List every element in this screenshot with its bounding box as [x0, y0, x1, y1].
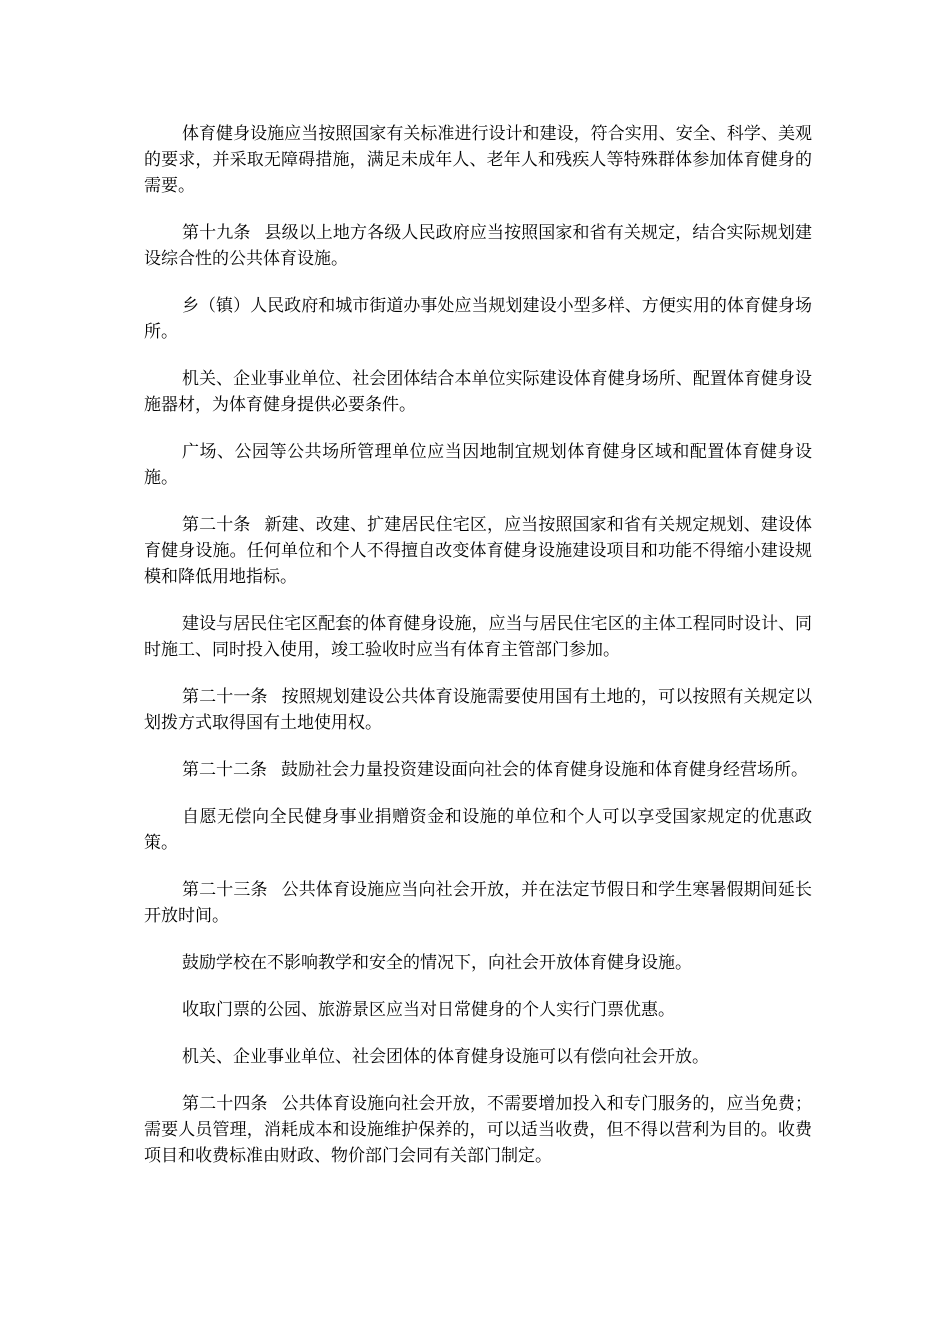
article-22	[144, 757, 812, 783]
article-number: 第二十四条	[182, 1094, 268, 1114]
paragraph-3	[144, 293, 812, 345]
paragraph-text: 公共体育设施向社会开放，不需要增加投入和专门服务的，应当免费；需要人员管理，消耗成本和设施维护保养的，可以适当收费，但不得以营利为目的。收费项目和收费标准由财政、物价部门会同有关部门制定。	[144, 1094, 813, 1166]
article-20	[144, 512, 812, 590]
article-24	[144, 1091, 812, 1169]
paragraph-text: 公共体育设施应当向社会开放，并在法定节假日和学生寒暑假期间延长开放时间。	[144, 880, 813, 926]
paragraph-text: 建设与居民住宅区配套的体育健身设施，应当与居民住宅区的主体工程同时设计、同时施工、同时投入使用，竣工验收时应当有体育主管部门参加。	[144, 614, 812, 660]
paragraph-13	[144, 997, 812, 1023]
paragraph-1	[144, 121, 812, 199]
paragraph-12	[144, 950, 812, 976]
paragraph-text: 县级以上地方各级人民政府应当按照国家和省有关规定，结合实际规划建设综合性的公共体育设施。	[144, 223, 813, 269]
paragraph-7	[144, 611, 812, 663]
paragraph-4	[144, 366, 812, 418]
paragraph-text: 乡（镇）人民政府和城市街道办事处应当规划建设小型多样、方便实用的体育健身场所。	[144, 296, 812, 342]
article-number: 第二十二条	[182, 760, 267, 780]
article-number: 第十九条	[182, 223, 251, 243]
paragraph-text: 鼓励社会力量投资建设面向社会的体育健身设施和体育健身经营场所。	[281, 760, 808, 780]
article-19	[144, 220, 812, 272]
paragraph-14	[144, 1044, 812, 1070]
paragraph-text: 按照规划建设公共体育设施需要使用国有土地的，可以按照有关规定以划拨方式取得国有土地使用权。	[144, 687, 813, 733]
paragraph-text: 鼓励学校在不影响教学和安全的情况下，向社会开放体育健身设施。	[182, 953, 692, 973]
paragraph-text: 新建、改建、扩建居民住宅区，应当按照国家和省有关规定规划、建设体育健身设施。任何单位和个人不得擅自改变体育健身设施建设项目和功能不得缩小建设规模和降低用地指标。	[144, 515, 813, 587]
paragraph-10	[144, 804, 812, 856]
article-21	[144, 684, 812, 736]
article-number: 第二十三条	[182, 880, 268, 900]
paragraph-text: 广场、公园等公共场所管理单位应当因地制宜规划体育健身区域和配置体育健身设施。	[144, 442, 812, 488]
document-page	[144, 121, 812, 1190]
article-23	[144, 877, 812, 929]
paragraph-text: 体育健身设施应当按照国家有关标准进行设计和建设，符合实用、安全、科学、美观的要求，并采取无障碍措施，满足未成年人、老年人和残疾人等特殊群体参加体育健身的需要。	[144, 124, 812, 196]
paragraph-text: 机关、企业事业单位、社会团体的体育健身设施可以有偿向社会开放。	[182, 1047, 709, 1067]
paragraph-text: 机关、企业事业单位、社会团体结合本单位实际建设体育健身场所、配置体育健身设施器材，为体育健身提供必要条件。	[144, 369, 812, 415]
paragraph-5	[144, 439, 812, 491]
paragraph-text: 自愿无偿向全民健身事业捐赠资金和设施的单位和个人可以享受国家规定的优惠政策。	[144, 807, 812, 853]
paragraph-text: 收取门票的公园、旅游景区应当对日常健身的个人实行门票优惠。	[182, 1000, 675, 1020]
article-number: 第二十一条	[182, 687, 268, 707]
article-number: 第二十条	[182, 515, 251, 535]
